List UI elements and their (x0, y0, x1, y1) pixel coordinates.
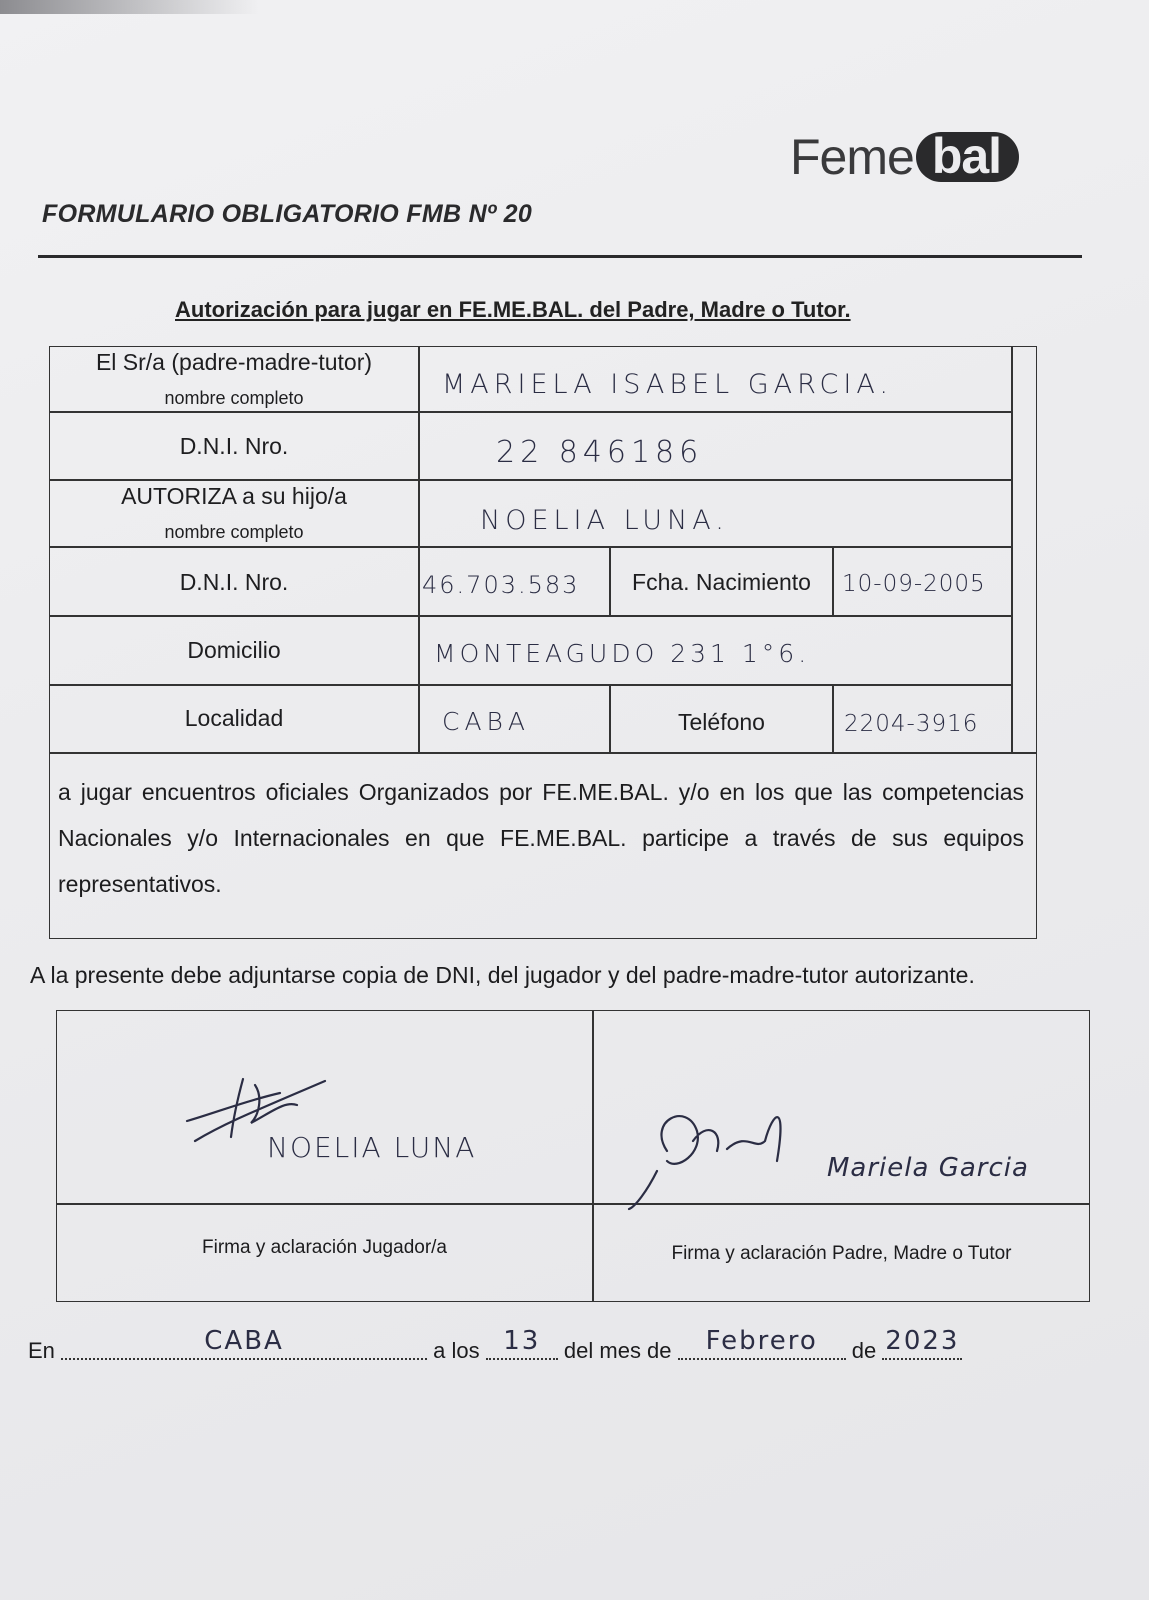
place-field[interactable]: CABA (204, 1326, 284, 1356)
player-clarification[interactable]: NOELIA LUNA (267, 1131, 477, 1164)
row-divider (50, 411, 1012, 413)
locality-field[interactable]: CABA (442, 707, 531, 736)
locality-label: Localidad (184, 705, 284, 731)
logo-text: Feme (790, 129, 914, 185)
parent-label: El Sr/a (padre-madre-tutor) (95, 349, 373, 375)
phone-field[interactable]: 2204-3916 (844, 711, 979, 737)
child-label: AUTORIZA a su hijo/a (121, 483, 347, 509)
parent-dni-label: D.N.I. Nro. (179, 433, 289, 459)
day-blank (486, 1326, 558, 1360)
footer-en-label: En (28, 1338, 55, 1363)
column-divider (1011, 347, 1013, 753)
child-name-field[interactable]: NOELIA LUNA. (480, 505, 729, 536)
form-title: FORMULARIO OBLIGATORIO FMB Nº 20 (42, 200, 533, 228)
row-divider (50, 684, 1012, 686)
footer-de-label: de (851, 1338, 877, 1363)
parent-signature-scribble (627, 1091, 827, 1211)
row-divider (50, 479, 1012, 481)
column-divider (832, 547, 834, 616)
parent-clarification[interactable]: Mariela Garcia (827, 1153, 1029, 1183)
signature-row-divider (57, 1203, 1089, 1205)
parent-signature-label: Firma y aclaración Padre, Madre o Tutor (671, 1243, 1012, 1264)
title-rule (38, 255, 1082, 258)
place-blank (61, 1326, 427, 1360)
parent-name-field[interactable]: MARIELA ISABEL GARCIA. (442, 369, 893, 400)
logo-pill: bal (916, 132, 1019, 182)
month-field[interactable]: Febrero (705, 1326, 818, 1356)
form-subtitle: Autorización para jugar en FE.ME.BAL. del Padre, Madre o Tutor. (175, 297, 851, 322)
month-blank (678, 1326, 846, 1360)
parent-label-cell (50, 347, 418, 409)
birth-date-label: Fcha. Nacimiento (632, 569, 811, 595)
footer-a-los-label: a los (433, 1338, 480, 1363)
authorization-table (49, 346, 1037, 939)
row-divider (50, 615, 1012, 617)
child-dni-field[interactable]: 46.703.583 (422, 571, 580, 599)
column-divider (418, 347, 420, 753)
year-blank (882, 1326, 962, 1360)
column-divider (832, 685, 834, 753)
row-divider (50, 546, 1012, 548)
child-label-cell (50, 483, 418, 543)
address-field[interactable]: MONTEAGUDO 231 1°6. (434, 639, 811, 668)
phone-label: Teléfono (678, 709, 765, 735)
birth-date-field[interactable]: 10-09-2005 (842, 571, 986, 597)
player-signature-label: Firma y aclaración Jugador/a (202, 1237, 447, 1258)
authorization-text: a jugar encuentros oficiales Organizados por FE.ME.BAL. y/o en los que las competencias Nacionales y/o Internacionales en que FE.ME.BAL. participe a través de sus equipos representativos. (58, 779, 1024, 897)
signature-table (56, 1010, 1090, 1302)
authorization-text-cell (50, 753, 1036, 938)
page-corner-shadow (0, 0, 260, 14)
parent-sublabel: nombre completo (164, 388, 304, 408)
attachment-note: A la presente debe adjuntarse copia de DNI, del jugador y del padre-madre-tutor autorizante. (30, 962, 975, 988)
child-dni-label: D.N.I. Nro. (179, 569, 289, 595)
day-field[interactable]: 13 (503, 1326, 541, 1356)
year-field[interactable]: 2023 (885, 1326, 960, 1356)
address-label: Domicilio (187, 637, 281, 663)
femebal-logo (790, 128, 1019, 186)
child-sublabel: nombre completo (164, 522, 304, 542)
parent-dni-field[interactable]: 22 846186 (496, 435, 704, 470)
footer-mes-label: del mes de (563, 1338, 672, 1363)
footer-date-line (28, 1326, 962, 1364)
